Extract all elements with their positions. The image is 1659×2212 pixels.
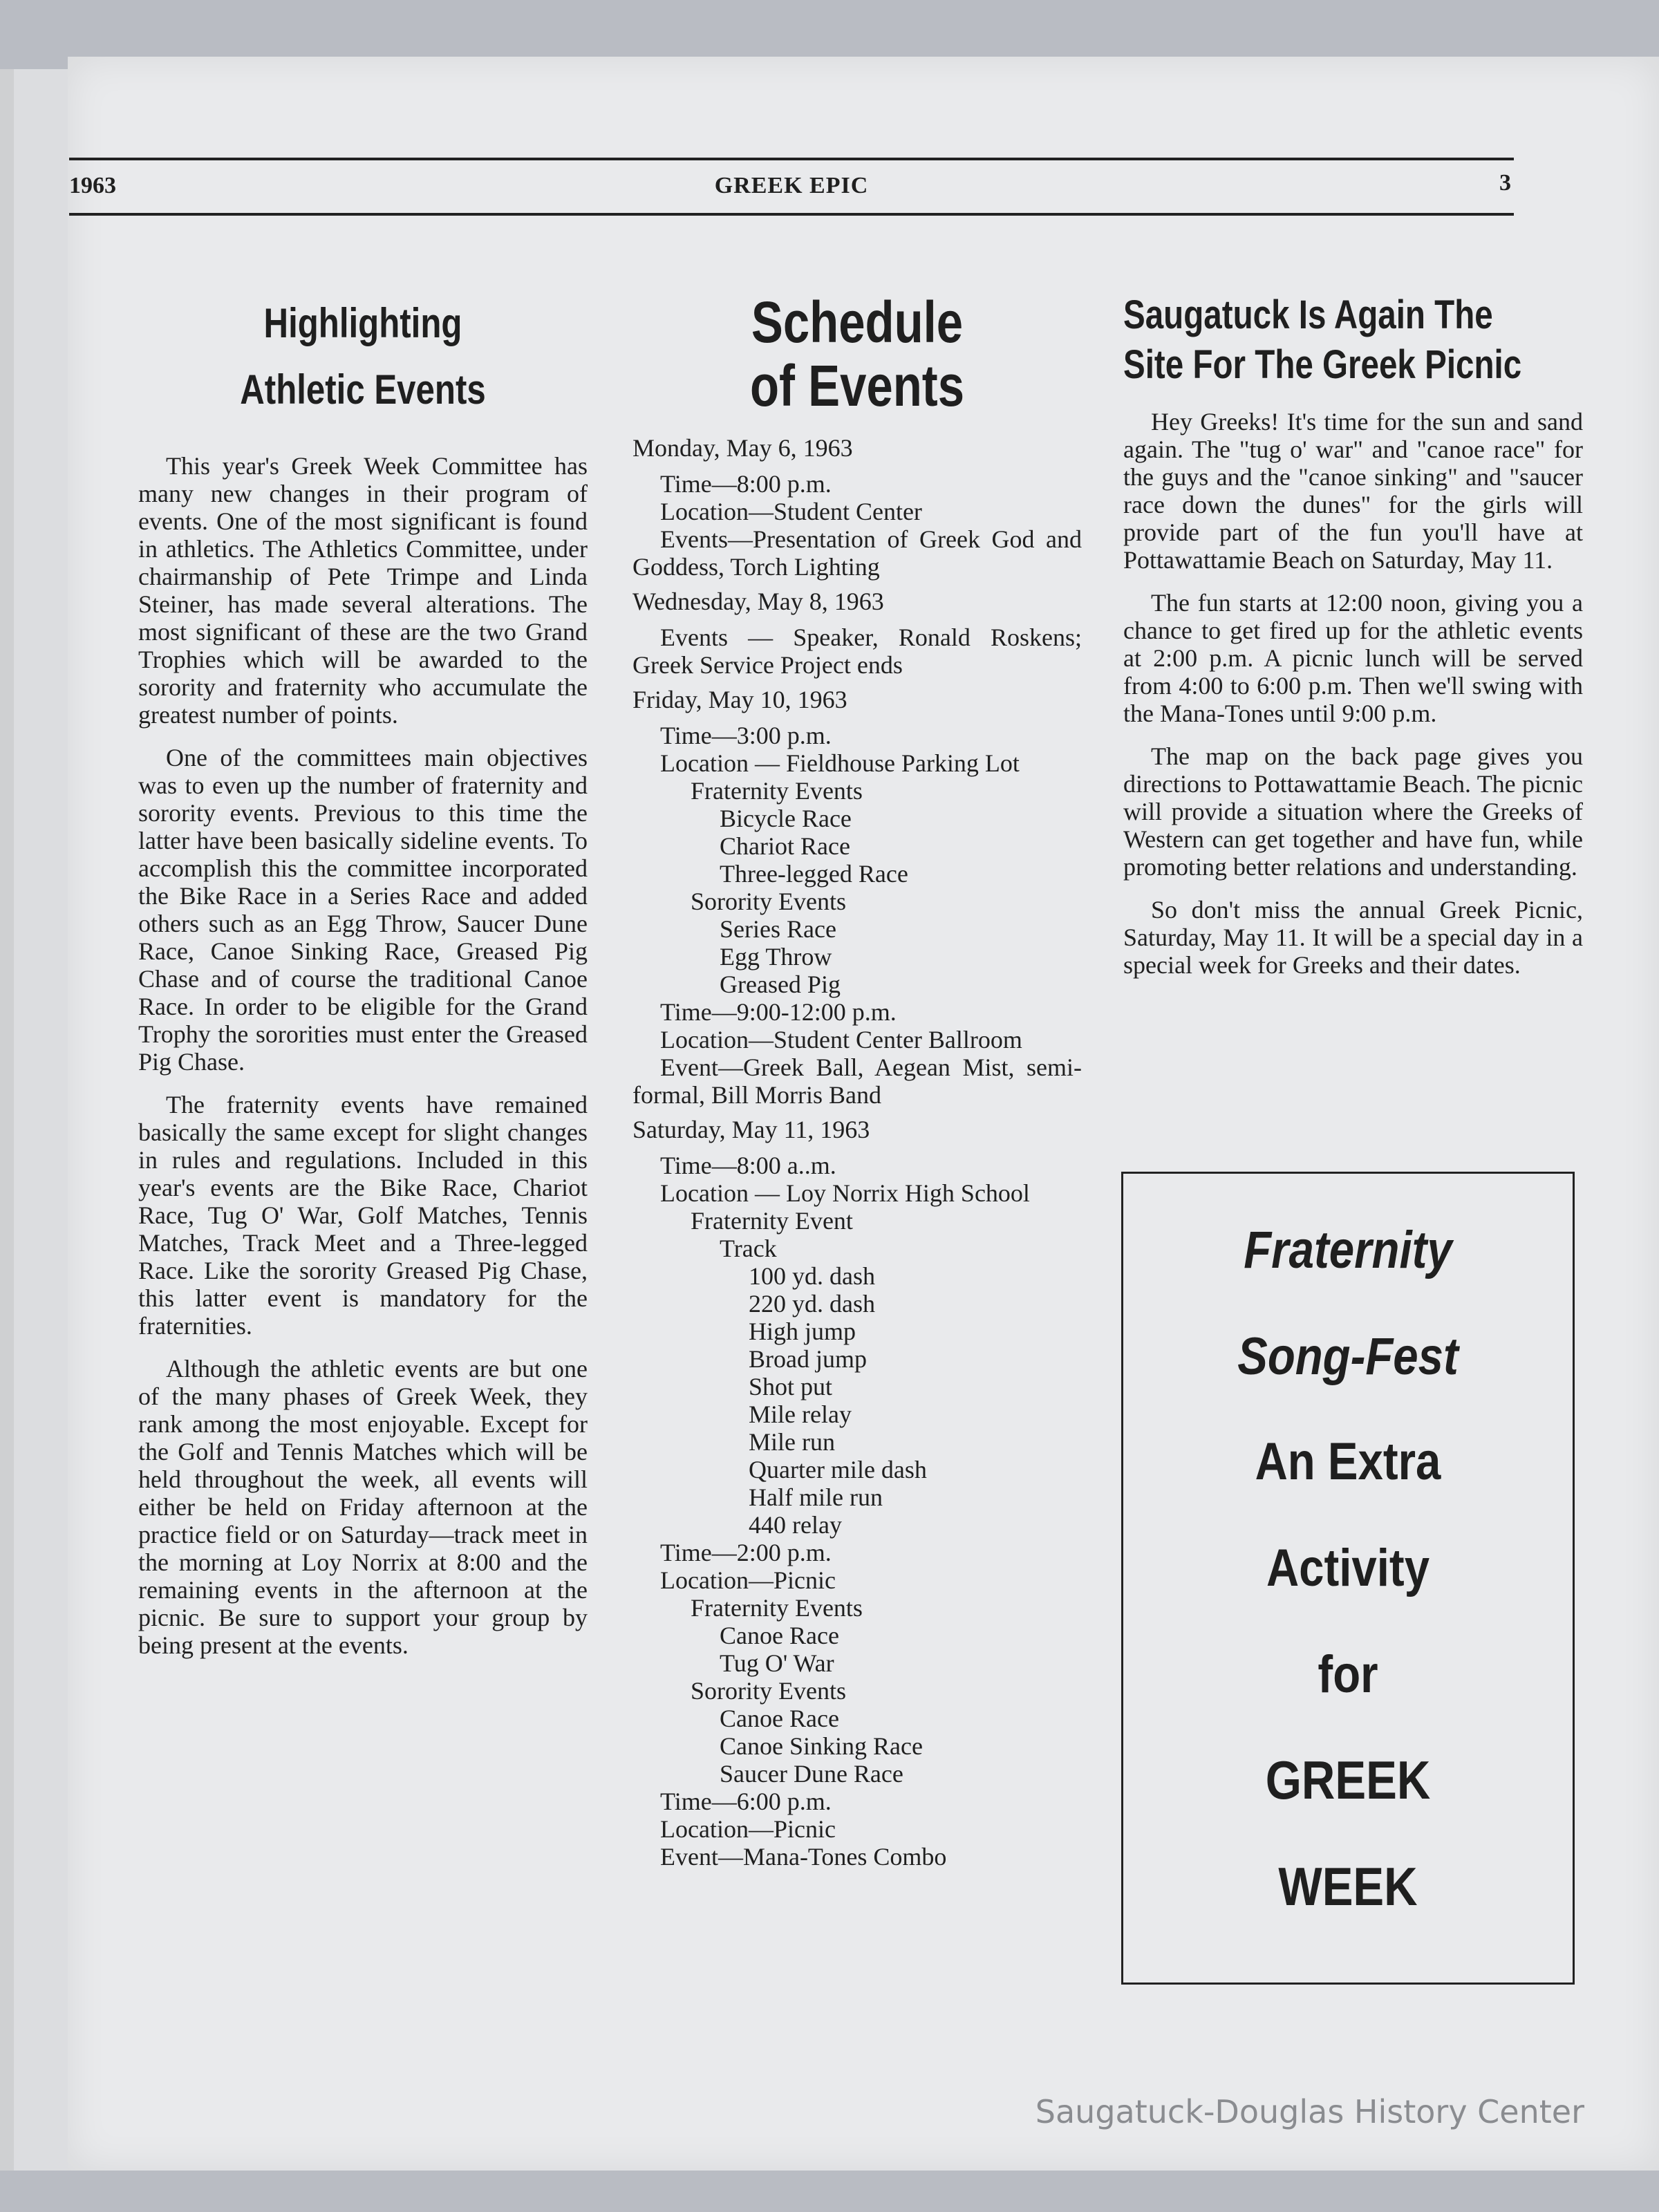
schedule-location: Location—Student Center <box>660 498 922 525</box>
schedule-time: Time—3:00 p.m. <box>660 722 832 749</box>
schedule-events: Events — Speaker, Ronald Roskens; Greek Service Project ends <box>632 624 1082 679</box>
schedule-event-item: Series Race <box>720 915 836 943</box>
athletic-paragraph: The fraternity events have remained basically the same except for slight changes in rules and regulations. Included in this year's events are the Bike Race, Chariot Race, Tug O' War, Golf Matches, Tennis Matches, Track Meet and a Three-legged Race. Like the sorority Greased Pig Chase, this latter event is mandatory for the fraternities. <box>138 1091 588 1340</box>
page-fold <box>0 69 14 2171</box>
picnic-paragraph: The fun starts at 12:00 noon, giving you a chance to get fired up for the athletic events at 2:00 p.m. A picnic lunch will be served from 4:00 to 6:00 p.m. Then we'll swing with the Mana-Tones until 9:00 p.m. <box>1123 589 1583 727</box>
greek-picnic-article <box>1123 290 1583 994</box>
schedule-of-events <box>632 290 1082 1871</box>
athletic-paragraph: One of the committees main objectives was to even up the number of fraternity and sorority events. Previous to this time the latter have been basically sideline events. To accomplish this the committee incorporated the Bike Race in a Series Race and added others such as an Egg Throw, Saucer Dune Race, Canoe Sinking Race, Greased Pig Chase and of course the traditional Canoe Race. In order to be eligible for the Grand Trophy the sororities must enter the Greased Pig Chase. <box>138 744 588 1076</box>
schedule-event-item: Canoe Race <box>720 1705 839 1732</box>
schedule-location: Location—Student Center Ballroom <box>660 1026 1022 1053</box>
schedule-time: Time—2:00 p.m. <box>660 1539 832 1566</box>
schedule-headline <box>673 290 1042 418</box>
schedule-event-item: Shot put <box>749 1373 833 1400</box>
schedule-location: Location—Picnic <box>660 1566 836 1594</box>
ad-line: for <box>1318 1645 1378 1704</box>
song-fest-ad-box <box>1121 1172 1575 1985</box>
watermark: Saugatuck-Douglas History Center <box>1035 2093 1584 2130</box>
ad-line: An Extra <box>1255 1432 1441 1491</box>
schedule-subheading: Track <box>720 1235 777 1262</box>
athletic-headline-line1: Highlighting <box>263 300 462 346</box>
schedule-day-date: Wednesday, May 8, 1963 <box>632 588 884 615</box>
schedule-event-item: 440 relay <box>749 1511 842 1539</box>
athletic-paragraph: This year's Greek Week Committee has many new changes in their program of events. One of the most significant is found in athletics. The Athletics Committee, under chairmanship of Pete Trimpe and Linda Steiner, has made several alterations. The most significant of these are the two Grand Trophies which will be awarded to the sorority and fraternity who accumulate the greatest number of points. <box>138 452 588 729</box>
schedule-event-item: 100 yd. dash <box>749 1262 875 1290</box>
page-header <box>69 158 1514 216</box>
schedule-time: Time—6:00 p.m. <box>660 1788 832 1815</box>
schedule-event-item: Canoe Sinking Race <box>720 1732 923 1760</box>
schedule-subheading: Fraternity Events <box>691 1594 863 1622</box>
athletic-headline-line2: Athletic Events <box>240 366 486 413</box>
picnic-headline-line1: Saugatuck Is Again The <box>1123 292 1493 337</box>
picnic-paragraph: The map on the back page gives you directions to Pottawattamie Beach. The picnic will provide a situation where the Greeks of Western can get together and have fun, while promoting better relations and understanding. <box>1123 742 1583 881</box>
ad-line: Activity <box>1266 1539 1430 1597</box>
schedule-time: Time—9:00-12:00 p.m. <box>660 998 897 1026</box>
schedule-day-date: Saturday, May 11, 1963 <box>632 1116 870 1143</box>
schedule-location: Location — Fieldhouse Parking Lot <box>660 749 1020 777</box>
athletic-paragraph: Although the athletic events are but one of the many phases of Greek Week, they rank among the most enjoyable. Except for the Golf and Tennis Matches which will be held throughout the week, all events will either be held on Friday afternoon at the practice field or on Saturday—track meet in the morning at Loy Norrix at 8:00 and the remaining events in the afternoon at the picnic. Be sure to support your group by being present at the events. <box>138 1355 588 1659</box>
schedule-event-item: Bicycle Race <box>720 805 852 832</box>
schedule-event-item: Mile relay <box>749 1400 852 1428</box>
schedule-headline-line2: of Events <box>749 353 965 418</box>
header-page-number: 3 <box>1499 170 1511 196</box>
schedule-event-item: Half mile run <box>749 1483 883 1511</box>
left-page-edge <box>0 69 69 2171</box>
schedule-headline-line1: Schedule <box>751 290 964 355</box>
schedule-subheading: Fraternity Events <box>691 777 863 805</box>
schedule-event-item: Greased Pig <box>720 971 841 998</box>
schedule-event-item: Egg Throw <box>720 943 832 971</box>
schedule-day-date: Monday, May 6, 1963 <box>632 434 853 462</box>
schedule-event-item: Saucer Dune Race <box>720 1760 903 1788</box>
ad-line: GREEK <box>1265 1750 1431 1810</box>
schedule-subheading: Sorority Events <box>691 888 846 915</box>
athletic-events-article <box>138 290 588 1674</box>
schedule-time: Time—8:00 a..m. <box>660 1152 836 1179</box>
schedule-location: Location—Picnic <box>660 1815 836 1843</box>
athletic-headline <box>179 290 547 423</box>
schedule-event-item: Canoe Race <box>720 1622 839 1649</box>
header-publication: GREEK EPIC <box>714 173 869 198</box>
schedule-time: Time—8:00 p.m. <box>660 470 832 498</box>
schedule-event-item: Three-legged Race <box>720 860 908 888</box>
schedule-subheading: Sorority Events <box>691 1677 846 1705</box>
schedule-subheading: Fraternity Event <box>691 1207 853 1235</box>
schedule-location: Location — Loy Norrix High School <box>660 1179 1030 1207</box>
schedule-event-item: Tug O' War <box>720 1649 834 1677</box>
picnic-headline <box>1123 290 1577 390</box>
schedule-event-item: Quarter mile dash <box>749 1456 927 1483</box>
picnic-paragraph: Hey Greeks! It's time for the sun and sand again. The "tug o' war" and "canoe race" for the guys and the "canoe sinking" and "saucer race down the dunes" for the girls will provide part of the fun you'll have at Pottawattamie Beach on Saturday, May 11. <box>1123 408 1583 574</box>
schedule-day-date: Friday, May 10, 1963 <box>632 686 847 713</box>
schedule-events: Event—Mana-Tones Combo <box>660 1843 947 1871</box>
schedule-events: Events—Presentation of Greek God and Goddess, Torch Lighting <box>632 525 1082 581</box>
picnic-headline-line2: Site For The Greek Picnic <box>1123 342 1522 387</box>
header-year: 1963 <box>69 173 116 198</box>
schedule-event-item: 220 yd. dash <box>749 1290 875 1318</box>
schedule-events: Event—Greek Ball, Aegean Mist, semi-formal, Bill Morris Band <box>632 1053 1082 1109</box>
schedule-event-item: High jump <box>749 1318 856 1345</box>
schedule-event-item: Chariot Race <box>720 832 850 860</box>
picnic-paragraph: So don't miss the annual Greek Picnic, Saturday, May 11. It will be a special day in a special week for Greeks and their dates. <box>1123 896 1583 979</box>
ad-line: WEEK <box>1278 1856 1418 1917</box>
ad-line: Song-Fest <box>1237 1327 1459 1386</box>
schedule-event-item: Mile run <box>749 1428 835 1456</box>
schedule-event-item: Broad jump <box>749 1345 867 1373</box>
ad-line: Fraternity <box>1244 1221 1452 1280</box>
